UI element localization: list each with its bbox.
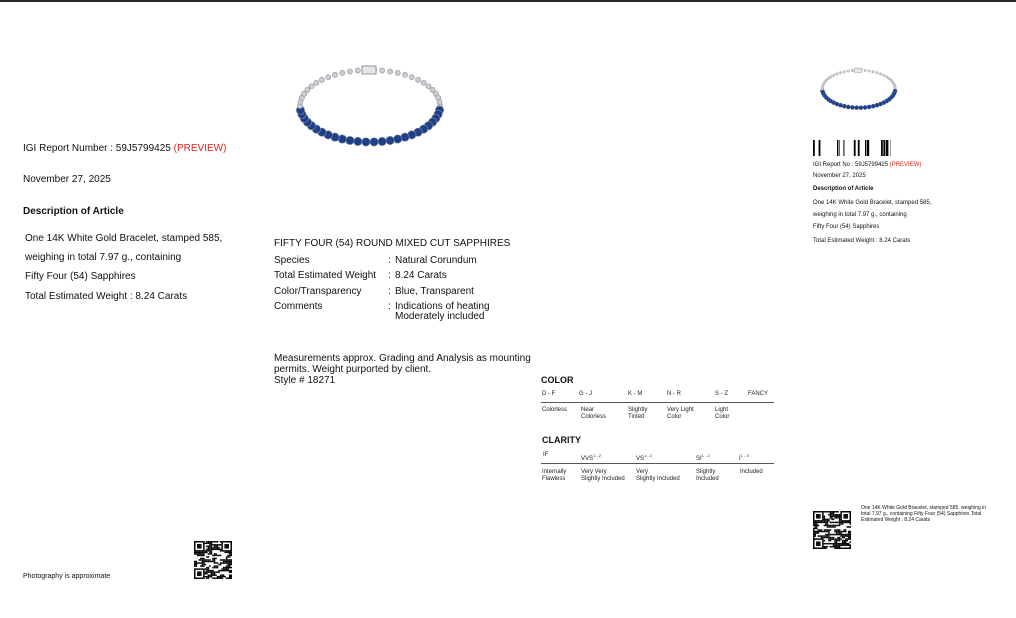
bracelet-stone [340, 70, 345, 75]
bracelet-clasp [362, 66, 376, 74]
bracelet-stone [868, 70, 871, 73]
bracelet-photo [288, 62, 453, 154]
spec-value-weight: 8.24 Carats [395, 270, 447, 281]
bracelet-stone [867, 105, 871, 109]
bracelet-stone [894, 85, 897, 88]
color-grade: N - R [667, 391, 681, 397]
mini-description-line: weighing in total 7.97 g., containing [813, 212, 907, 218]
spec-label-weight: Total Estimated Weight [274, 270, 377, 281]
color-desc: Near Colorless [581, 407, 607, 420]
top-border [0, 0, 1016, 2]
mini-preview-badge: (PREVIEW) [889, 162, 922, 168]
clarity-desc: Very Very Slightly Included [581, 469, 625, 482]
clarity-grade: VS$^{1 - 2}$ [636, 453, 653, 462]
bracelet-stone [437, 99, 442, 104]
bracelet-stone [846, 105, 850, 109]
bracelet-stone [864, 69, 867, 72]
bracelet-stone [863, 105, 867, 109]
bracelet-stone [355, 68, 360, 73]
spec-value-comments: Indications of heating [395, 301, 490, 312]
bracelet-stone [415, 77, 420, 82]
measurements-note [274, 353, 544, 386]
clarity-desc: Slightly Included [696, 469, 719, 482]
color-desc: Light Color [715, 407, 730, 420]
color-scale-rule [541, 402, 774, 403]
mini-description-line: Fifty Four (54) Sapphires [813, 224, 880, 230]
bracelet-stone [332, 72, 337, 77]
bracelet-stone [851, 69, 854, 72]
bracelet-stone [871, 104, 875, 108]
spec-colon: : [388, 301, 391, 312]
bracelet-stone [347, 69, 352, 74]
spec-colon: : [388, 286, 391, 297]
preview-badge: (PREVIEW) [173, 143, 227, 154]
clarity-scale-rule [541, 463, 774, 464]
color-scale-title: COLOR [541, 375, 574, 385]
description-line: weighing in total 7.97 g., containing [25, 252, 182, 263]
bracelet-stone [326, 75, 331, 80]
bracelet-stone [843, 70, 846, 73]
bracelet-thumbnail [816, 66, 902, 114]
bracelet-stone [827, 77, 830, 80]
description-line: Total Estimated Weight : 8.24 Carats [25, 291, 188, 302]
bracelet-stone [876, 71, 879, 74]
photography-note: Photography is approximate [23, 573, 111, 580]
bracelet-stone [879, 73, 882, 76]
spec-label-species: Species [274, 255, 310, 266]
spec-label-color: Color/Transparency [274, 286, 362, 297]
clarity-grade: $I^{1 - 3}$ [739, 453, 749, 462]
spec-value-species: Natural Corundum [395, 255, 477, 266]
bracelet-stone [395, 70, 400, 75]
mini-description-line: One 14K White Gold Bracelet, stamped 585, [813, 200, 932, 206]
measurements-text: Measurements approx. Grading and Analysis as mounting permits. Weight purported by client. [274, 353, 531, 375]
spec-value-color: Blue, Transparent [395, 286, 474, 297]
color-grade: S - Z [715, 391, 728, 397]
clarity-desc: Very Slightly Included [636, 469, 680, 482]
color-grade: G - J [579, 391, 592, 397]
mini-report-label: IGI Report No : 59J5799425 [813, 162, 889, 168]
description-line: One 14K White Gold Bracelet, stamped 585, [25, 233, 223, 244]
bracelet-stone [319, 77, 324, 82]
color-desc: Colorless [542, 407, 568, 413]
bracelet-stone [387, 69, 392, 74]
bracelet-stone [854, 106, 858, 110]
bracelet-stone [370, 138, 378, 146]
mini-report-number [813, 162, 921, 168]
bracelet-stone [832, 74, 835, 77]
bracelet-stone [362, 138, 370, 146]
report-number-label: IGI Report Number : 59J5799425 [23, 143, 171, 154]
bracelet-stone [402, 72, 407, 77]
bracelet-stone [850, 105, 854, 109]
bracelet-stone [836, 73, 839, 76]
color-grade: K - M [628, 391, 643, 397]
bracelet-stone [380, 68, 385, 73]
bracelet-stone [309, 84, 314, 89]
bracelet-stone [346, 136, 354, 144]
color-desc: Very Light Color [667, 407, 694, 420]
clarity-grade: VVS$^{1 - 2}$ [581, 453, 602, 462]
description-title: Description of Article [23, 206, 124, 217]
bracelet-stone [394, 135, 402, 143]
report-number [23, 143, 226, 154]
barcode-icon [813, 140, 891, 156]
spec-colon: : [388, 255, 391, 266]
report-date: November 27, 2025 [23, 174, 111, 185]
clarity-grade: IF [543, 452, 549, 458]
bracelet-stone [421, 80, 426, 85]
bracelet-stone [882, 74, 885, 77]
clarity-desc: Included [740, 469, 763, 475]
color-grade: FANCY [748, 391, 769, 397]
bracelet-stone [872, 70, 875, 73]
bracelet-clasp [855, 68, 862, 72]
bracelet-stone [354, 137, 362, 145]
spec-label-comments: Comments [274, 301, 323, 312]
color-desc: Slightly Tinted [628, 407, 648, 420]
bracelet-stone [885, 76, 888, 79]
mini-description-title: Description of Article [813, 186, 874, 192]
bracelet-stone [409, 75, 414, 80]
description-line: Fifty Four (54) Sapphires [25, 271, 136, 282]
bracelet-stone [839, 71, 842, 74]
mini-report-date: November 27, 2025 [813, 173, 866, 179]
bracelet-stone [829, 76, 832, 79]
bracelet-stone [314, 80, 319, 85]
spec-value-comments-2: Moderately included [395, 311, 485, 322]
style-number: Style # 18271 [274, 375, 336, 386]
mini-qr-caption: One 14K White Gold Bracelet, stamped 585, weighing in total 7.97 g., containing Fifty Four (54) Sapphires Total Estimated Weight : 8.24 Carats [861, 505, 987, 523]
qr-code-icon [813, 511, 851, 549]
bracelet-stone [859, 106, 863, 110]
bracelet-stone [378, 137, 386, 145]
clarity-scale-title: CLARITY [542, 435, 581, 445]
color-grade: D - F [542, 391, 556, 397]
stone-title: FIFTY FOUR (54) ROUND MIXED CUT SAPPHIRES [274, 238, 511, 249]
mini-description-line: Total Estimated Weight : 8.24 Carats [813, 238, 911, 244]
clarity-desc: Internally Flawless [542, 469, 567, 482]
bracelet-stone [386, 136, 394, 144]
clarity-grade: SI$^{1 - 2}$ [696, 453, 710, 462]
spec-colon: : [388, 270, 391, 281]
qr-code-icon [194, 541, 232, 579]
bracelet-stone [847, 70, 850, 73]
